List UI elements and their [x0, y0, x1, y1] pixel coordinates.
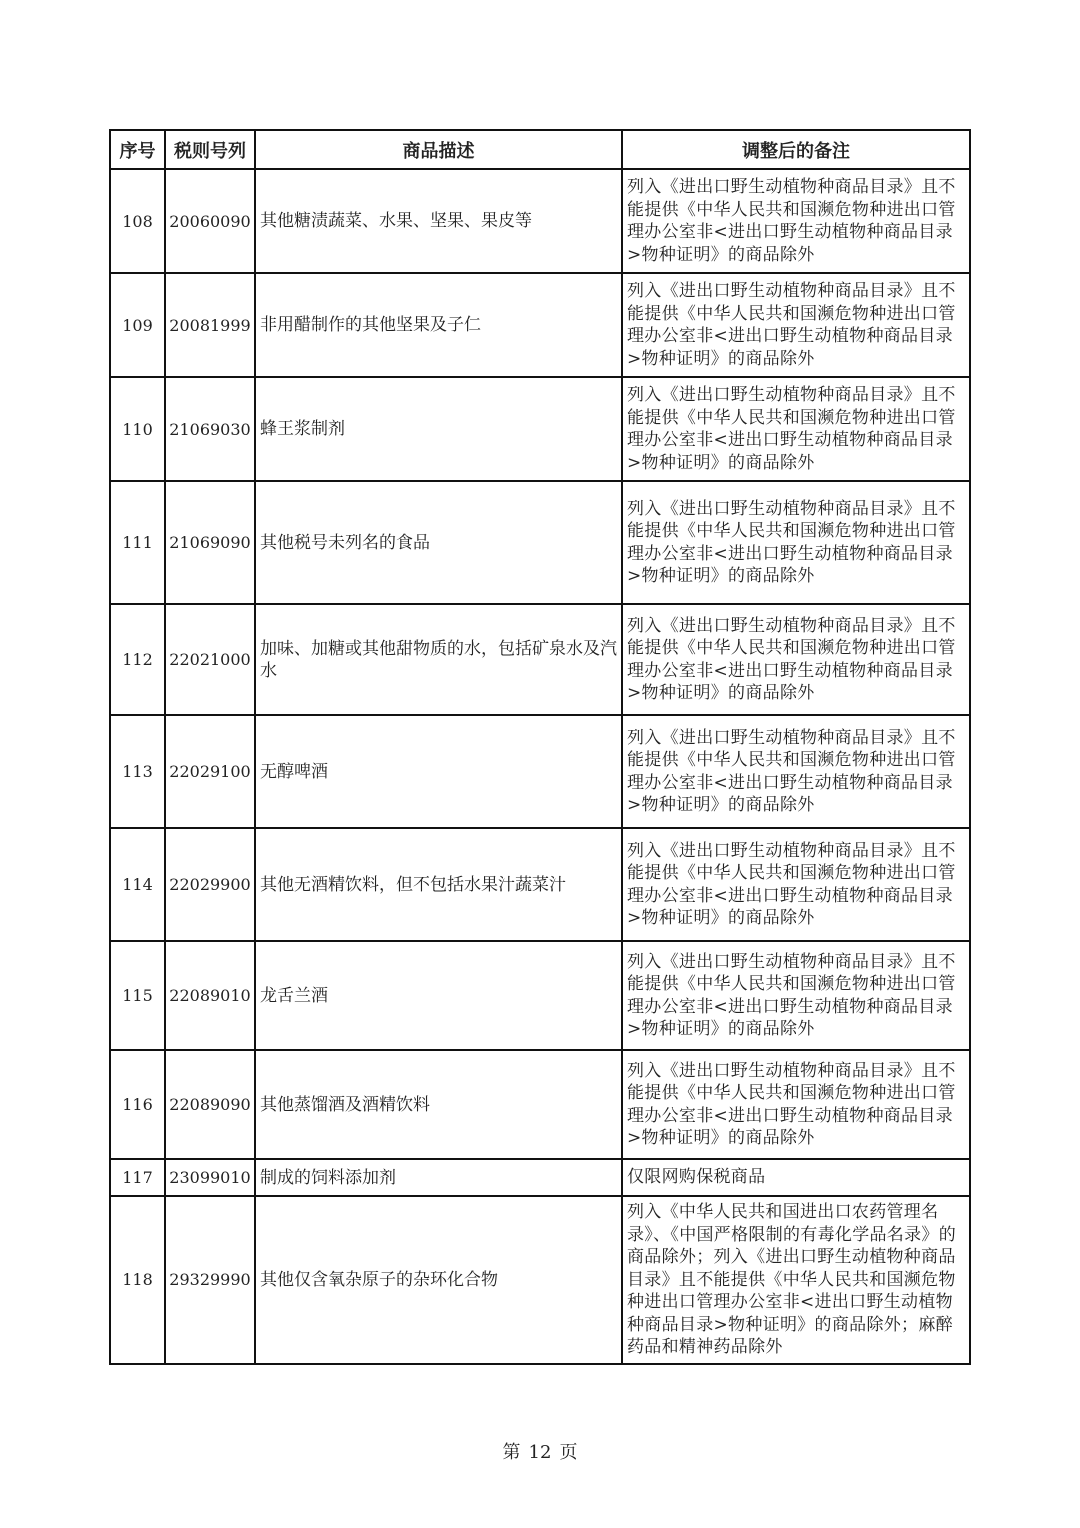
- cell-description: 其他无酒精饮料，但不包括水果汁蔬菜汁: [255, 828, 622, 941]
- cell-serial-no: 116: [110, 1050, 165, 1159]
- tariff-table: [109, 129, 971, 1365]
- cell-tariff-code: 29329990: [165, 1196, 255, 1364]
- cell-description: 其他糖渍蔬菜、水果、坚果、果皮等: [255, 169, 622, 273]
- cell-serial-no: 109: [110, 273, 165, 377]
- cell-serial-no: 108: [110, 169, 165, 273]
- cell-description: 非用醋制作的其他坚果及子仁: [255, 273, 622, 377]
- cell-description: 其他税号未列名的食品: [255, 481, 622, 604]
- cell-remarks: 列入《进出口野生动植物种商品目录》且不能提供《中华人民共和国濒危物种进出口管理办公室非<进出口野生动植物种商品目录>物种证明》的商品除外: [622, 1050, 970, 1159]
- cell-remarks: 列入《进出口野生动植物种商品目录》且不能提供《中华人民共和国濒危物种进出口管理办公室非<进出口野生动植物种商品目录>物种证明》的商品除外: [622, 828, 970, 941]
- cell-remarks: 列入《进出口野生动植物种商品目录》且不能提供《中华人民共和国濒危物种进出口管理办公室非<进出口野生动植物种商品目录>物种证明》的商品除外: [622, 481, 970, 604]
- table-row: [110, 828, 970, 941]
- cell-description: 蜂王浆制剂: [255, 377, 622, 481]
- header-serial-no: 序号: [110, 130, 165, 169]
- header-tariff-code: 税则号列: [165, 130, 255, 169]
- cell-description: 龙舌兰酒: [255, 941, 622, 1050]
- table-header-row: [110, 130, 970, 169]
- table-row: [110, 169, 970, 273]
- cell-tariff-code: 22029100: [165, 715, 255, 828]
- table-row: [110, 1050, 970, 1159]
- header-description: 商品描述: [255, 130, 622, 169]
- table-row: [110, 481, 970, 604]
- cell-remarks: 列入《进出口野生动植物种商品目录》且不能提供《中华人民共和国濒危物种进出口管理办公室非<进出口野生动植物种商品目录>物种证明》的商品除外: [622, 169, 970, 273]
- cell-serial-no: 114: [110, 828, 165, 941]
- page-suffix: 页: [559, 1442, 578, 1463]
- cell-remarks: 仅限网购保税商品: [622, 1159, 970, 1196]
- cell-description: 无醇啤酒: [255, 715, 622, 828]
- table-row: [110, 941, 970, 1050]
- cell-description: 其他蒸馏酒及酒精饮料: [255, 1050, 622, 1159]
- cell-serial-no: 111: [110, 481, 165, 604]
- table-row: [110, 377, 970, 481]
- cell-tariff-code: 22089010: [165, 941, 255, 1050]
- cell-serial-no: 115: [110, 941, 165, 1050]
- cell-remarks: 列入《中华人民共和国进出口农药管理名录》、《中国严格限制的有毒化学品名录》的商品除外；列入《进出口野生动植物种商品目录》且不能提供《中华人民共和国濒危物种进出口管理办公室非<进出口野生动植物种商品目录>物种证明》的商品除外；麻醉药品和精神药品除外: [622, 1196, 970, 1364]
- cell-remarks: 列入《进出口野生动植物种商品目录》且不能提供《中华人民共和国濒危物种进出口管理办公室非<进出口野生动植物种商品目录>物种证明》的商品除外: [622, 273, 970, 377]
- cell-description: 其他仅含氧杂原子的杂环化合物: [255, 1196, 622, 1364]
- cell-tariff-code: 20081999: [165, 273, 255, 377]
- cell-remarks: 列入《进出口野生动植物种商品目录》且不能提供《中华人民共和国濒危物种进出口管理办公室非<进出口野生动植物种商品目录>物种证明》的商品除外: [622, 715, 970, 828]
- cell-tariff-code: 20060090: [165, 169, 255, 273]
- cell-serial-no: 117: [110, 1159, 165, 1196]
- cell-remarks: 列入《进出口野生动植物种商品目录》且不能提供《中华人民共和国濒危物种进出口管理办公室非<进出口野生动植物种商品目录>物种证明》的商品除外: [622, 377, 970, 481]
- table-row: [110, 1196, 970, 1364]
- cell-remarks: 列入《进出口野生动植物种商品目录》且不能提供《中华人民共和国濒危物种进出口管理办公室非<进出口野生动植物种商品目录>物种证明》的商品除外: [622, 604, 970, 715]
- table-row: [110, 273, 970, 377]
- cell-tariff-code: 22029900: [165, 828, 255, 941]
- cell-tariff-code: 21069030: [165, 377, 255, 481]
- table-row: [110, 1159, 970, 1196]
- cell-serial-no: 113: [110, 715, 165, 828]
- page-number: [0, 1438, 1080, 1464]
- cell-tariff-code: 23099010: [165, 1159, 255, 1196]
- page-value: 12: [528, 1442, 552, 1463]
- table-row: [110, 715, 970, 828]
- cell-serial-no: 110: [110, 377, 165, 481]
- cell-description: 加味、加糖或其他甜物质的水，包括矿泉水及汽水: [255, 604, 622, 715]
- page-prefix: 第: [502, 1442, 521, 1463]
- cell-tariff-code: 21069090: [165, 481, 255, 604]
- cell-remarks: 列入《进出口野生动植物种商品目录》且不能提供《中华人民共和国濒危物种进出口管理办公室非<进出口野生动植物种商品目录>物种证明》的商品除外: [622, 941, 970, 1050]
- cell-description: 制成的饲料添加剂: [255, 1159, 622, 1196]
- header-remarks: 调整后的备注: [622, 130, 970, 169]
- table-row: [110, 604, 970, 715]
- cell-serial-no: 118: [110, 1196, 165, 1364]
- cell-serial-no: 112: [110, 604, 165, 715]
- cell-tariff-code: 22021000: [165, 604, 255, 715]
- cell-tariff-code: 22089090: [165, 1050, 255, 1159]
